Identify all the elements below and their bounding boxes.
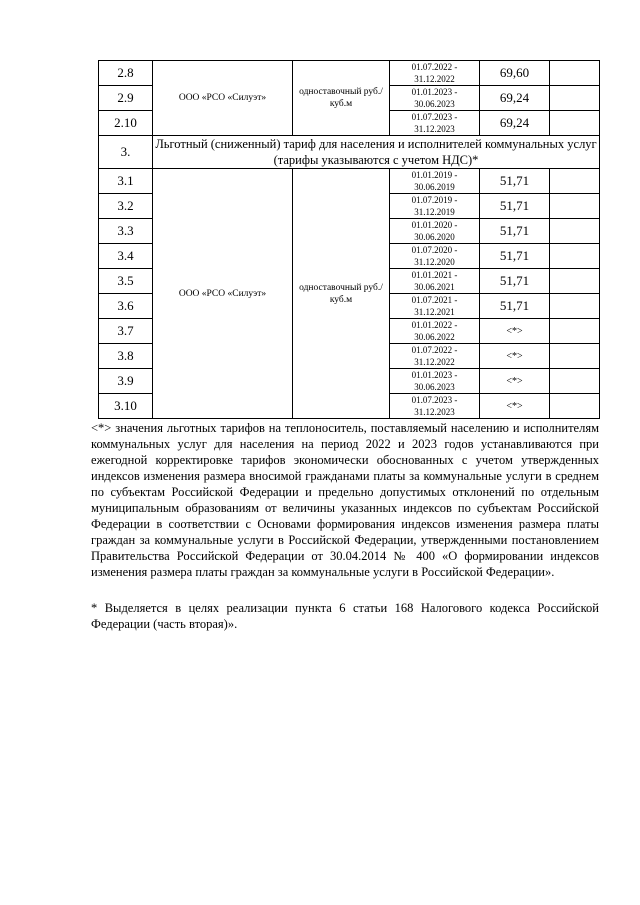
period-to: 30.06.2021 <box>414 282 455 292</box>
row-number: 3.3 <box>99 219 153 244</box>
period-from: 01.07.2022 - <box>411 345 458 355</box>
period-from: 01.07.2021 - <box>411 295 458 305</box>
period-from: 01.01.2021 - <box>411 270 458 280</box>
empty-cell <box>550 61 600 86</box>
period-cell <box>390 219 480 244</box>
period-cell <box>390 111 480 136</box>
tariff-value: 51,71 <box>480 269 550 294</box>
row-number: 3.7 <box>99 319 153 344</box>
period-from: 01.01.2023 - <box>411 87 458 97</box>
period-from: 01.07.2020 - <box>411 245 458 255</box>
empty-cell <box>550 344 600 369</box>
tariff-value: <*> <box>480 319 550 344</box>
period-to: 30.06.2020 <box>414 232 455 242</box>
tariff-value: 69,24 <box>480 86 550 111</box>
period-cell <box>390 61 480 86</box>
period-to: 31.12.2023 <box>414 124 455 134</box>
tariff-value: 51,71 <box>480 169 550 194</box>
row-number: 3.6 <box>99 294 153 319</box>
period-cell <box>390 244 480 269</box>
row-number: 3.9 <box>99 369 153 394</box>
empty-cell <box>550 194 600 219</box>
period-cell <box>390 319 480 344</box>
period-cell <box>390 169 480 194</box>
tariff-value: 69,24 <box>480 111 550 136</box>
empty-cell <box>550 269 600 294</box>
unit-cell: одноставочный руб./куб.м <box>293 169 390 419</box>
period-cell <box>390 269 480 294</box>
period-from: 01.01.2023 - <box>411 370 458 380</box>
tariff-value: 51,71 <box>480 194 550 219</box>
empty-cell <box>550 394 600 419</box>
period-cell <box>390 86 480 111</box>
tariff-value: 51,71 <box>480 219 550 244</box>
row-number: 2.9 <box>99 86 153 111</box>
row-number: 3.2 <box>99 194 153 219</box>
unit-cell: одноставочный руб./куб.м <box>293 61 390 136</box>
row-number: 3.4 <box>99 244 153 269</box>
footnote-vat: * Выделяется в целях реализации пункта 6 статьи 168 Налогового кодекса Российской Федерации (часть вторая)». <box>91 601 599 631</box>
empty-cell <box>550 111 600 136</box>
section-header-row <box>99 136 600 169</box>
period-cell <box>390 394 480 419</box>
period-to: 30.06.2023 <box>414 382 455 392</box>
table-row <box>99 61 600 86</box>
period-from: 01.07.2023 - <box>411 395 458 405</box>
row-number: 3.1 <box>99 169 153 194</box>
empty-cell <box>550 244 600 269</box>
footnote-preferential-tariffs: <*> значения льготных тарифов на теплоноситель, поставляемый населению и исполнителям коммунальных услуг для населения на период 2022 и 2023 годов устанавливаются при ежегодной корректировке тарифов экономически обоснованных с учетом утвержденных индексов изменения размера вносимой гражданами платы за коммунальные услуги в среднем по субъектам Российской Федерации и предельно допустимых отклонений по отдельным муниципальным образованиям от величины указанных индексов по субъектам Российской Федерации в соответствии с Основами формирования индексов изменения размера платы граждан за коммунальные услуги в Российской Федерации, утвержденными постановлением Правительства Российской Федерации от 30.04.2014 № 400 «О формировании индексов изменения размера платы граждан за коммунальные услуги в Российской Федерации». <box>91 421 599 579</box>
table-row <box>99 169 600 194</box>
period-cell <box>390 194 480 219</box>
tariff-value: <*> <box>480 394 550 419</box>
row-number: 2.8 <box>99 61 153 86</box>
period-from: 01.01.2020 - <box>411 220 458 230</box>
period-to: 31.12.2020 <box>414 257 455 267</box>
period-from: 01.07.2019 - <box>411 195 458 205</box>
tariff-value: <*> <box>480 369 550 394</box>
organization-cell: ООО «РСО «Силуэт» <box>153 61 293 136</box>
period-cell <box>390 369 480 394</box>
period-from: 01.01.2022 - <box>411 320 458 330</box>
empty-cell <box>550 369 600 394</box>
empty-cell <box>550 319 600 344</box>
period-to: 30.06.2023 <box>414 99 455 109</box>
period-to: 31.12.2021 <box>414 307 455 317</box>
period-to: 31.12.2019 <box>414 207 455 217</box>
tariff-value: <*> <box>480 344 550 369</box>
row-number: 2.10 <box>99 111 153 136</box>
tariff-table <box>98 60 600 419</box>
row-number: 3.10 <box>99 394 153 419</box>
section-number: 3. <box>99 136 153 169</box>
tariff-value: 69,60 <box>480 61 550 86</box>
empty-cell <box>550 294 600 319</box>
tariff-value: 51,71 <box>480 244 550 269</box>
row-number: 3.5 <box>99 269 153 294</box>
empty-cell <box>550 219 600 244</box>
period-to: 31.12.2023 <box>414 407 455 417</box>
empty-cell <box>550 169 600 194</box>
row-number: 3.8 <box>99 344 153 369</box>
period-from: 01.07.2023 - <box>411 112 458 122</box>
period-cell <box>390 344 480 369</box>
section-title: Льготный (сниженный) тариф для населения и исполнителей коммунальных услуг (тарифы указываются с учетом НДС)* <box>153 136 600 169</box>
tariff-value: 51,71 <box>480 294 550 319</box>
period-to: 30.06.2022 <box>414 332 455 342</box>
period-to: 31.12.2022 <box>414 74 455 84</box>
organization-cell: ООО «РСО «Силуэт» <box>153 169 293 419</box>
period-from: 01.01.2019 - <box>411 170 458 180</box>
empty-cell <box>550 86 600 111</box>
period-cell <box>390 294 480 319</box>
period-to: 31.12.2022 <box>414 357 455 367</box>
period-to: 30.06.2019 <box>414 182 455 192</box>
period-from: 01.07.2022 - <box>411 62 458 72</box>
